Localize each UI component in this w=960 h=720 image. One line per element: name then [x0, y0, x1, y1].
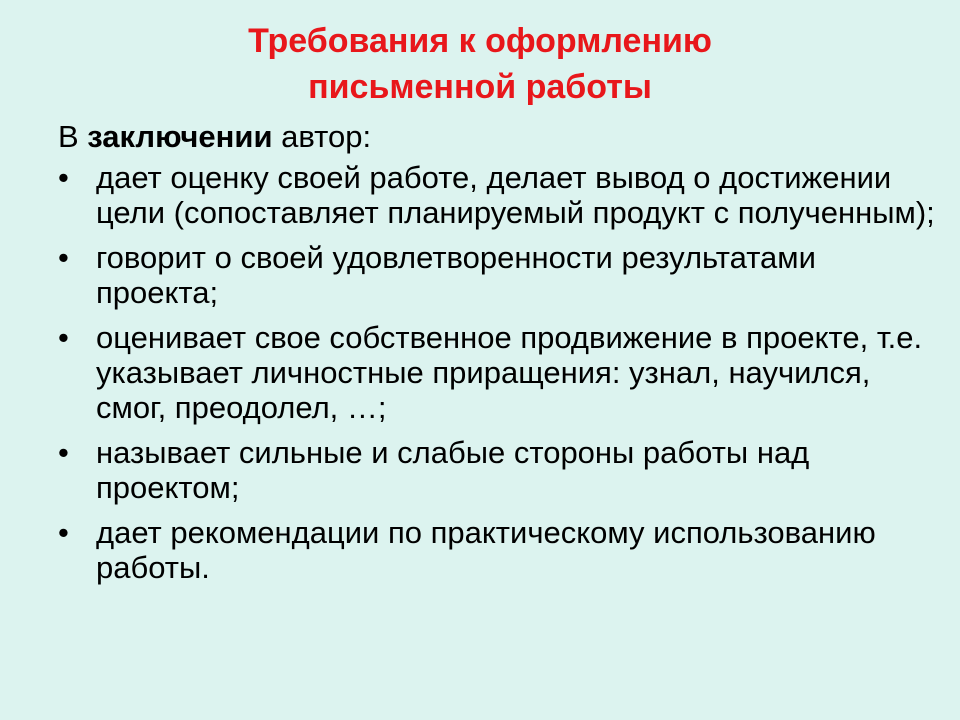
bullet-text: называет сильные и слабые стороны работы над проектом;: [96, 435, 810, 505]
bullet-text: дает рекомендации по практическому использованию работы.: [96, 515, 876, 585]
slide-title: [0, 18, 960, 110]
slide-body: [58, 118, 938, 595]
bullet-item: [58, 240, 938, 310]
bullet-list: [58, 160, 938, 585]
intro-suffix: автор:: [272, 119, 372, 154]
bullet-item: [58, 320, 938, 425]
intro-bold-term: заключении: [87, 119, 273, 154]
slide-title-line-2: письменной работы: [308, 68, 652, 106]
bullet-marker: •: [58, 435, 69, 470]
bullet-marker: •: [58, 320, 69, 355]
bullet-marker: •: [58, 240, 69, 275]
bullet-item: [58, 435, 938, 505]
bullet-text: дает оценку своей работе, делает вывод о достижении цели (сопоставляет планируемый продукт с полученным);: [96, 160, 935, 230]
bullet-marker: •: [58, 160, 69, 195]
bullet-text: оценивает свое собственное продвижение в проекте, т.е. указывает личностные приращения: узнал, научился, смог, преодолел, …;: [96, 320, 923, 425]
bullet-text: говорит о своей удовлетворенности результатами проекта;: [96, 240, 816, 310]
intro-prefix: В: [58, 119, 88, 154]
intro-line: [58, 118, 938, 156]
bullet-marker: •: [58, 515, 69, 550]
bullet-item: [58, 515, 938, 585]
bullet-item: [58, 160, 938, 230]
slide-title-line-1: Требования к оформлению: [248, 22, 712, 60]
